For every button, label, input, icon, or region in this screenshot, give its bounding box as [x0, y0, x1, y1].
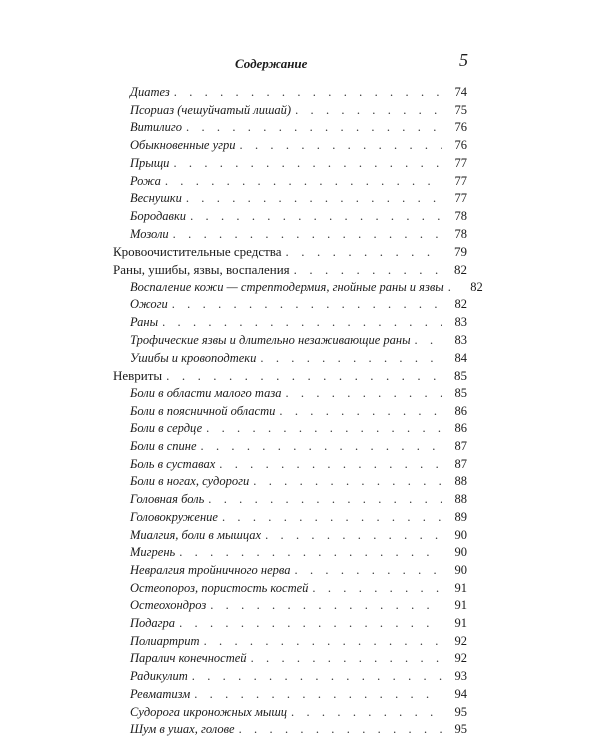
dot-leader [172, 297, 442, 312]
toc-subentry [130, 719, 467, 737]
entry-title: Мозоли [130, 227, 173, 242]
entry-title: Ожоги [130, 297, 172, 312]
toc-subentry [130, 595, 467, 613]
dot-leader [279, 404, 442, 419]
dot-leader [239, 722, 442, 737]
entry-title: Шум в ушах, голове [130, 722, 239, 737]
entry-title: Остеохондроз [130, 598, 210, 613]
entry-title: Боли в поясничной области [130, 404, 279, 419]
entry-page-number: 74 [454, 85, 467, 99]
entry-title: Бородавки [130, 209, 190, 224]
dot-leader [295, 103, 442, 118]
entry-page-number: 82 [454, 262, 467, 277]
entry-page-number: 90 [454, 562, 467, 577]
toc-subentry [130, 454, 467, 472]
entry-page-number: 77 [454, 155, 467, 170]
dot-leader [165, 174, 442, 189]
entry-title: Ревматизм [130, 687, 194, 702]
dot-leader [186, 120, 442, 135]
entry-page-number: 83 [454, 332, 467, 347]
entry-page-number: 92 [454, 651, 467, 666]
entry-title: Рожа [130, 174, 165, 189]
dot-leader [204, 634, 442, 649]
dot-leader [285, 386, 442, 401]
toc-subentry [130, 471, 467, 489]
entry-title: Боль в суставах [130, 457, 219, 472]
dot-leader [206, 421, 442, 436]
dot-leader [219, 457, 442, 472]
toc-subentry [130, 171, 467, 189]
dot-leader [173, 227, 442, 242]
dot-leader [291, 705, 442, 720]
entry-page-number: 78 [454, 226, 467, 241]
toc-subentry [130, 206, 467, 224]
toc-subentry [130, 666, 467, 684]
dot-leader [192, 669, 442, 684]
dot-leader [240, 138, 442, 153]
toc-subentry [130, 418, 467, 436]
entry-page-number: 76 [454, 120, 467, 135]
page-number: 5 [459, 50, 468, 70]
entry-title: Кровоочистительные средства [113, 244, 286, 259]
entry-title: Полиартрит [130, 634, 204, 649]
entry-title: Боли в сердце [130, 421, 206, 436]
dot-leader [222, 510, 442, 525]
dot-leader [201, 439, 443, 454]
dot-leader [448, 280, 458, 295]
entry-page-number: 83 [454, 315, 467, 330]
toc-subentry [130, 507, 467, 525]
entry-page-number: 85 [454, 368, 467, 384]
dot-leader [179, 616, 442, 631]
entry-page-number: 82 [454, 297, 467, 312]
entry-title: Мигрень [130, 545, 179, 560]
toc-subentry [130, 312, 467, 330]
toc-section-entry [113, 365, 467, 383]
entry-title: Трофические язвы и длительно незаживающие раны [130, 333, 415, 348]
entry-title: Остеопороз, пористость костей [130, 581, 312, 596]
entry-title: Прыщи [130, 156, 173, 171]
entry-title: Невралгия тройничного нерва [130, 563, 295, 578]
entry-page-number: 86 [454, 421, 467, 436]
entry-title: Головная боль [130, 492, 208, 507]
dot-leader [166, 368, 442, 383]
dot-leader [162, 315, 442, 330]
entry-page-number: 77 [454, 191, 467, 206]
dot-leader [208, 492, 442, 507]
toc-subentry [130, 117, 467, 135]
entry-title: Подагра [130, 616, 179, 631]
toc-subentry [130, 489, 467, 507]
toc-subentry [130, 348, 467, 366]
entry-page-number: 87 [454, 456, 467, 471]
entry-page-number: 86 [454, 403, 467, 418]
entry-page-number: 92 [454, 633, 467, 648]
toc-subentry [130, 631, 467, 649]
toc-subentry [130, 153, 467, 171]
toc-subentry [130, 542, 467, 560]
entry-page-number: 82 [470, 279, 483, 294]
dot-leader [210, 598, 442, 613]
toc-subentry [130, 578, 467, 596]
entry-page-number: 76 [454, 138, 467, 153]
entry-title: Радикулит [130, 669, 192, 684]
toc-subentry [130, 684, 467, 702]
toc-subentry [130, 525, 467, 543]
entry-page-number: 85 [454, 385, 467, 400]
entry-title: Ушибы и кровоподтеки [130, 351, 260, 366]
dot-leader [312, 581, 442, 596]
toc-subentry [130, 135, 467, 153]
entry-title: Боли в ногах, судороги [130, 474, 253, 489]
dot-leader [179, 545, 442, 560]
entry-page-number: 84 [454, 350, 467, 365]
toc-subentry [130, 100, 467, 118]
toc-subentry [130, 436, 467, 454]
toc-subentry [130, 702, 467, 720]
dot-leader [294, 262, 442, 277]
toc-subentry [130, 401, 467, 419]
entry-title: Витилиго [130, 120, 186, 135]
toc-subentry [130, 82, 467, 100]
entry-title: Раны [130, 315, 162, 330]
entry-title: Воспаление кожи — стрептодермия, гнойные раны и язвы [130, 280, 448, 295]
entry-page-number: 77 [454, 173, 467, 188]
dot-leader [190, 209, 442, 224]
entry-page-number: 93 [454, 669, 467, 684]
entry-title: Диатез [130, 85, 174, 100]
dot-leader [186, 191, 442, 206]
toc-subentry [130, 188, 467, 206]
entry-page-number: 91 [454, 598, 467, 613]
entry-page-number: 95 [454, 704, 467, 719]
entry-title: Судорога икроножных мышц [130, 705, 291, 720]
entry-page-number: 78 [454, 208, 467, 223]
dot-leader [260, 351, 442, 366]
dot-leader [174, 85, 442, 100]
dot-leader [286, 244, 442, 259]
dot-leader [415, 333, 442, 348]
entry-page-number: 95 [454, 722, 467, 737]
entry-title: Веснушки [130, 191, 186, 206]
toc-subentry [130, 648, 467, 666]
entry-title: Боли в спине [130, 439, 201, 454]
entry-title: Раны, ушибы, язвы, воспаления [113, 262, 294, 277]
entry-title: Боли в области малого таза [130, 386, 285, 401]
entry-page-number: 90 [454, 545, 467, 560]
toc-section-entry [113, 259, 467, 277]
toc-subentry [130, 277, 483, 295]
entry-title: Паралич конечностей [130, 651, 251, 666]
dot-leader [265, 528, 442, 543]
toc-subentry [130, 383, 467, 401]
toc-subentry [130, 613, 467, 631]
entry-title: Обыкновенные угри [130, 138, 240, 153]
entry-page-number: 91 [454, 580, 467, 595]
dot-leader [295, 563, 443, 578]
toc-subentry [130, 224, 467, 242]
entry-page-number: 89 [454, 509, 467, 524]
entry-page-number: 94 [454, 686, 467, 701]
dot-leader [253, 474, 442, 489]
entry-title: Псориаз (чешуйчатый лишай) [130, 103, 295, 118]
entry-page-number: 91 [454, 616, 467, 630]
toc-subentry [130, 560, 467, 578]
dot-leader [194, 687, 442, 702]
entry-page-number: 75 [454, 102, 467, 117]
toc-section-entry [113, 241, 467, 259]
entry-title: Миалгия, боли в мышцах [130, 528, 265, 543]
entry-title: Невриты [113, 368, 166, 383]
toc-subentry [130, 330, 467, 348]
entry-page-number: 90 [454, 527, 467, 542]
entry-title: Головокружение [130, 510, 222, 525]
entry-page-number: 79 [454, 244, 467, 260]
running-head-title: Содержание [235, 56, 308, 71]
entry-page-number: 87 [454, 439, 467, 453]
entry-page-number: 88 [454, 474, 467, 489]
entry-page-number: 88 [454, 492, 467, 507]
toc-subentry [130, 294, 467, 312]
dot-leader [173, 156, 442, 171]
dot-leader [251, 651, 442, 666]
